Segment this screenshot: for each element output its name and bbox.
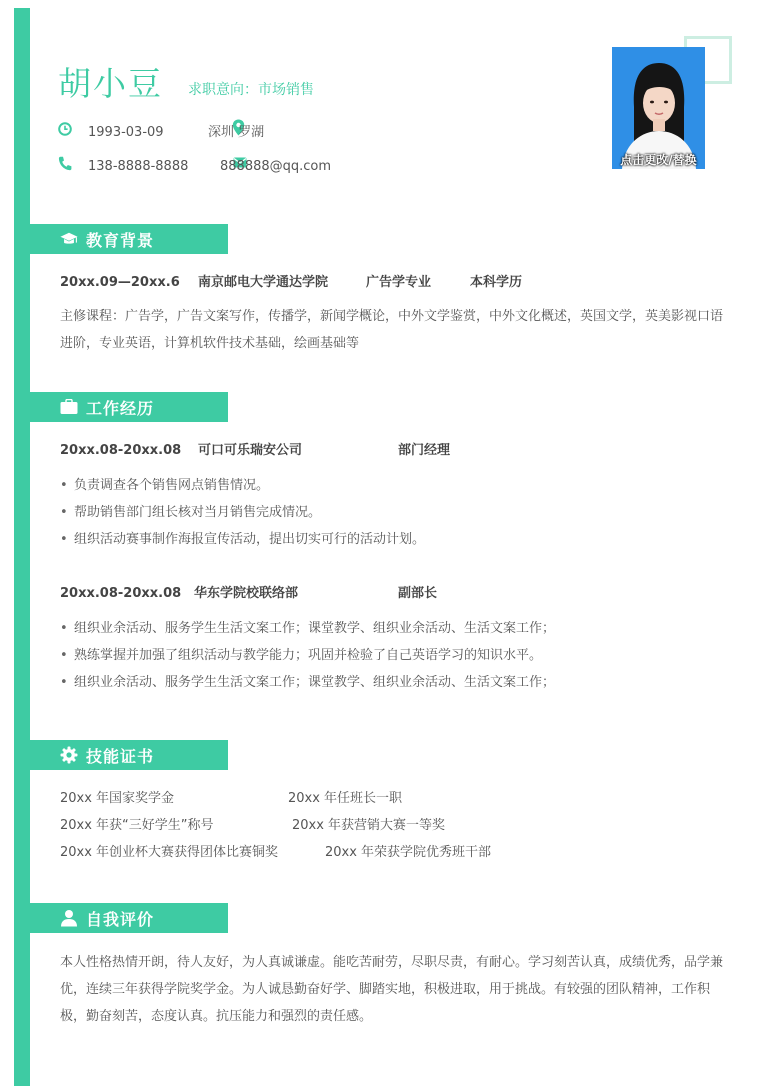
briefcase-icon	[60, 398, 78, 416]
job-position: 副部长	[398, 586, 438, 601]
education-major: 广告学专业	[366, 275, 432, 290]
job-company: 可口可乐瑞安公司	[198, 443, 303, 458]
section-title-work: 工作经历	[86, 398, 155, 418]
email-address: 888888@qq.com	[220, 159, 332, 174]
graduation-cap-icon	[60, 230, 78, 248]
portrait-illustration	[612, 47, 705, 169]
education-period: 20xx.09—20xx.6	[60, 275, 180, 290]
list-item: • 负责调查各个销售网点销售情况。	[60, 472, 740, 499]
education-degree: 本科学历	[470, 275, 523, 290]
education-school: 南京邮电大学通达学院	[198, 275, 329, 290]
job-period: 20xx.08-20xx.08	[60, 586, 182, 601]
skill-item: 20xx 年国家奖学金	[60, 791, 175, 806]
section-title-self: 自我评价	[86, 909, 155, 929]
section-header-work	[30, 392, 228, 422]
job-intent-label: 求职意向：	[188, 82, 258, 98]
job-company: 华东学院校联络部	[194, 586, 299, 601]
photo-replace-caption[interactable]: 点击更改/替换	[620, 153, 697, 167]
section-header-education	[30, 224, 228, 254]
job-position: 部门经理	[398, 443, 451, 458]
section-title-skills: 技能证书	[86, 746, 155, 766]
skill-item: 20xx 年获营销大赛一等奖	[292, 818, 446, 833]
list-item: • 组织活动赛事制作海报宣传活动，提出切实可行的活动计划。	[60, 526, 740, 553]
skill-item: 20xx 年创业杯大赛获得团体比赛铜奖	[60, 845, 279, 860]
job-period: 20xx.08-20xx.08	[60, 443, 182, 458]
skill-item: 20xx 年获“三好学生”称号	[60, 818, 214, 833]
section-header-skills	[30, 740, 228, 770]
birth-date: 1993-03-09	[88, 125, 164, 140]
candidate-name: 胡小豆	[58, 64, 163, 103]
user-icon	[60, 909, 78, 927]
list-item: • 熟练掌握并加强了组织活动与教学能力；巩固并检验了自己英语学习的知识水平。	[60, 642, 740, 669]
profile-photo[interactable]	[612, 47, 705, 169]
phone-number: 138-8888-8888	[88, 159, 189, 174]
list-item: • 组织业余活动、服务学生生活文案工作；课堂教学、组织业余活动、生活文案工作；	[60, 669, 740, 696]
job-intent-value: 市场销售	[258, 82, 314, 98]
list-item: • 帮助销售部门组长核对当月销售完成情况。	[60, 499, 740, 526]
job-duties-list	[60, 472, 740, 553]
left-accent-bar	[14, 8, 30, 1086]
job-duties-list	[60, 615, 740, 696]
list-item: • 组织业余活动、服务学生生活文案工作；课堂教学、组织业余活动、生活文案工作；	[60, 615, 740, 642]
job-intent	[188, 80, 314, 100]
skill-item: 20xx 年任班长一职	[288, 791, 403, 806]
skill-item: 20xx 年荣获学院优秀班干部	[325, 845, 492, 860]
clock-icon	[58, 122, 72, 136]
section-title-education: 教育背景	[86, 230, 155, 250]
gear-icon	[60, 746, 78, 764]
location: 深圳 罗湖	[208, 125, 265, 140]
section-header-self	[30, 903, 228, 933]
education-courses: 主修课程：广告学，广告文案写作，传播学，新闻学概论，中外文学鉴赏，中外文化概述，英国文学，英美影视口语进阶，专业英语，计算机软件技术基础，绘画基础等	[60, 309, 724, 351]
self-evaluation-text: 本人性格热情开朗，待人友好，为人真诚谦虚。能吃苦耐劳，尽职尽责，有耐心。学习刻苦认真，成绩优秀，品学兼优，连续三年获得学院奖学金。为人诚恳勤奋好学、脚踏实地，积极进取，用于挑战。有较强的团队精神，工作积极，勤奋刻苦，态度认真。抗压能力和强烈的责任感。	[60, 955, 724, 1024]
phone-icon	[58, 156, 72, 171]
